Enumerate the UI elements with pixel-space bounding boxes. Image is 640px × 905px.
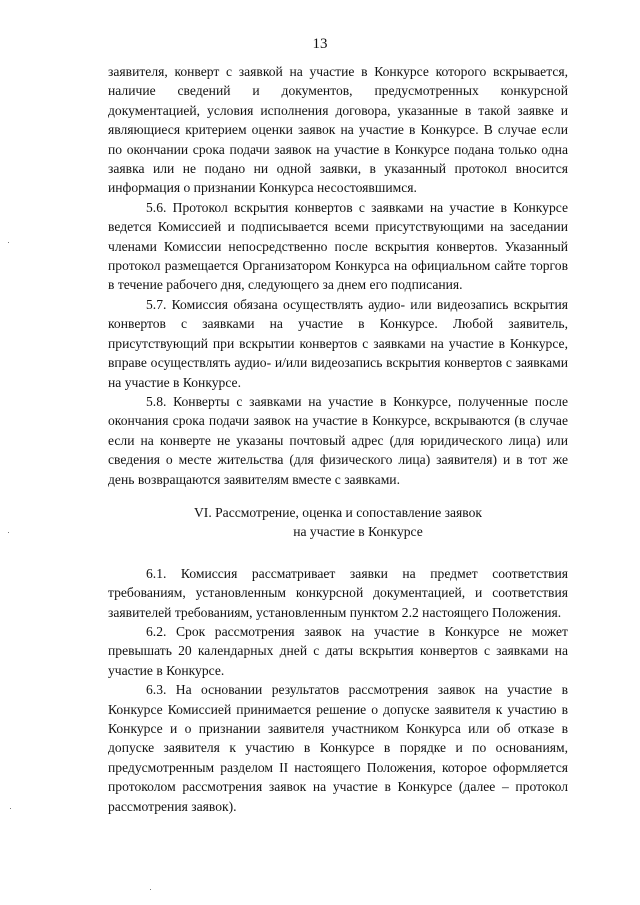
page-number: 13	[312, 36, 328, 52]
scan-mark	[10, 808, 11, 809]
section-spacer	[108, 542, 568, 564]
paragraph-6-3: 6.3. На основании результатов рассмотрения заявок на участие в Конкурсе Комиссией принимается решение о допуске заявителя к участию в Конкурсе и о признании заявителя участником Конкурса или об отказе в допуске заявителя к участию в Конкурсе в порядке и по основаниям, предусмотренным разделом II настоящего Положения, которое оформляется протоколом рассмотрения заявок на участие в Конкурсе (далее – протокол рассмотрения заявок).	[108, 682, 568, 814]
scan-mark	[150, 889, 151, 890]
section-heading	[108, 503, 568, 542]
paragraph-continuation: заявителя, конверт с заявкой на участие в Конкурсе которого вскрывается, наличие сведений и документов, предусмотренных конкурсной документацией, условия исполнения договора, указанные в такой заявке и являющиеся критерием оценки заявок на участие в Конкурсе. В случае если по окончании срока подачи заявок на участие в Конкурсе подана только одна заявка или не подано ни одной заявки, в указанный протокол вносится информация о признании Конкурса несостоявшимся.	[108, 64, 568, 196]
paragraph-5-7: 5.7. Комиссия обязана осуществлять аудио- или видеозапись вскрытия конвертов с заявками на участие в Конкурсе. Любой заявитель, присутствующий при вскрытии конвертов с заявками на участие в Конкурсе, вправе осуществлять аудио- и/или видеозапись вскрытия конвертов с заявками на участие в Конкурсе.	[108, 296, 568, 390]
scan-mark	[8, 532, 9, 533]
paragraph-5-8: 5.8. Конверты с заявками на участие в Конкурсе, полученные после окончания срока подачи заявок на участие в Конкурсе, вскрываются (в случае если на конверте не указаны почтовый адрес (для юридического лица) или сведения о месте жительства (для физического лица) заявителя) и в тот же день возвращаются заявителям вместе с заявками.	[108, 393, 568, 487]
paragraph-6-1: 6.1. Комиссия рассматривает заявки на предмет соответствия требованиям, установленным конкурсной документацией, и соответствия заявителей требованиям, установленным пунктом 2.2 настоящего Положения.	[108, 565, 568, 620]
paragraph-5-6: 5.6. Протокол вскрытия конвертов с заявками на участие в Конкурсе ведется Комиссией и подписывается всеми присутствующими на заседании членами Комиссии непосредственно после вскрытия конвертов. Указанный протокол размещается Организатором Конкурса на официальном сайте торгов в течение рабочего дня, следующего за днем его подписания.	[108, 199, 568, 293]
document-body	[108, 62, 568, 816]
section-heading-line2: на участие в Конкурсе	[293, 524, 423, 540]
scan-mark	[8, 242, 9, 243]
paragraph-6-2: 6.2. Срок рассмотрения заявок на участие в Конкурсе не может превышать 20 календарных дней с даты вскрытия конвертов с заявками на участие в Конкурсе.	[108, 623, 568, 678]
section-heading-line1: VI. Рассмотрение, оценка и сопоставление заявок	[193, 504, 483, 520]
